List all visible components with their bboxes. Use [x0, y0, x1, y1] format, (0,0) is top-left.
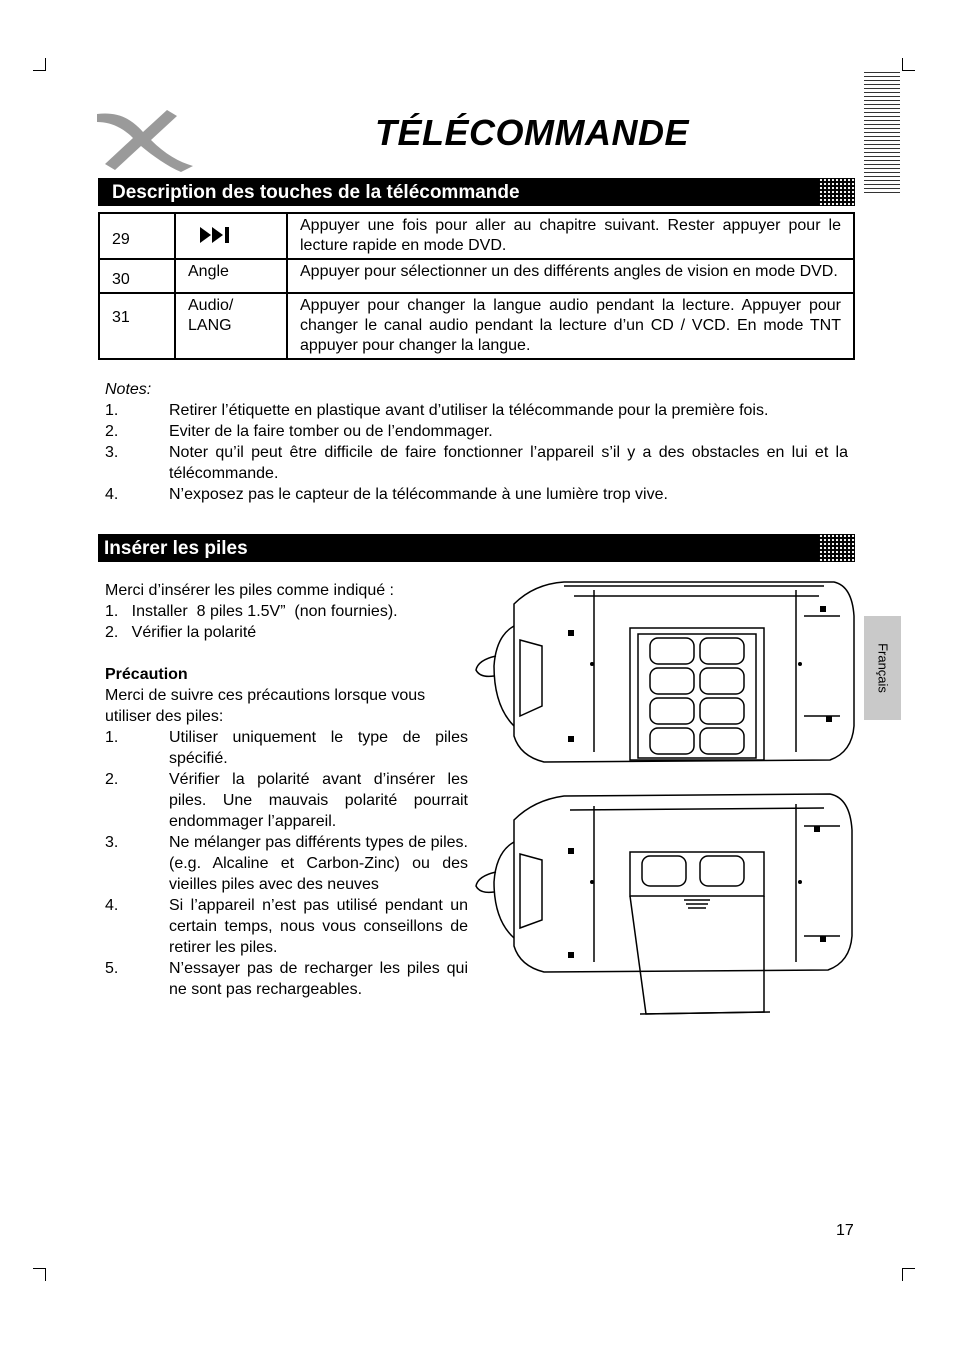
item-text: Vérifier la polarité avant d’insérer les piles. Une mauvais polarité pourrait endommager l’appareil.	[169, 771, 468, 830]
dot-pattern	[819, 534, 855, 562]
item-text: Noter qu’il peut être difficile de faire fonctionner l’appareil s’il y a des obstacles en lui et la télécommande.	[169, 444, 848, 482]
key-label	[175, 213, 287, 259]
item-number: 1.	[105, 729, 119, 746]
battery-cover-illustration	[474, 786, 858, 1022]
list-item	[105, 442, 848, 484]
section-heading-remote	[98, 178, 855, 206]
item-text: Retirer l’étiquette en plastique avant d’utiliser la télécommande pour la première fois.	[169, 402, 769, 419]
item-number: 3.	[105, 834, 119, 851]
item-number: 1.	[105, 402, 119, 419]
item-number: 3.	[105, 444, 119, 461]
key-description: Appuyer une fois pour aller au chapitre suivant. Rester appuyer pour le lecture rapide en mode DVD.	[287, 213, 854, 259]
decorative-lines	[864, 72, 900, 196]
dot-pattern	[819, 178, 855, 206]
x-logo	[95, 108, 195, 174]
item-text: Si l’appareil n’est pas utilisé pendant un certain temps, nous vous conseillons de retirer les piles.	[169, 897, 468, 956]
key-number: 29	[99, 213, 175, 259]
item-number: 2.	[105, 771, 119, 788]
table-row	[99, 213, 854, 259]
key-number: 30	[99, 259, 175, 293]
remote-keys-table	[98, 212, 855, 360]
section-heading-batteries	[98, 534, 855, 562]
table-row	[99, 259, 854, 293]
precaution-intro: Merci de suivre ces précautions lorsque vous utiliser des piles:	[105, 687, 426, 725]
language-tab-label: Français	[875, 643, 890, 693]
battery-instructions	[105, 580, 468, 1000]
item-text: Eviter de la faire tomber ou de l’endommager.	[169, 423, 493, 440]
key-label: Audio/ LANG	[175, 293, 287, 359]
crop-mark-top-left	[33, 58, 46, 71]
precaution-title: Précaution	[105, 666, 188, 683]
item-number: 4.	[105, 897, 119, 914]
item-text: N’essayer pas de recharger les piles qui ne sont pas rechargeables.	[169, 960, 468, 998]
item-number: 4.	[105, 486, 119, 503]
item-number: 2.	[105, 423, 119, 440]
crop-mark-top-right	[902, 58, 915, 71]
language-tab	[864, 616, 901, 720]
list-item	[105, 421, 848, 442]
battery-step: 2. Vérifier la polarité	[105, 624, 257, 641]
crop-mark-bottom-left	[33, 1268, 46, 1281]
list-item	[105, 727, 468, 769]
skip-next-icon	[198, 225, 232, 245]
page-title: TÉLÉCOMMANDE	[375, 112, 689, 153]
list-item	[105, 832, 468, 895]
key-description: Appuyer pour sélectionner un des différents angles de vision en mode DVD.	[287, 259, 854, 293]
page-number: 17	[836, 1222, 854, 1239]
battery-compartment-illustration	[474, 576, 858, 772]
list-item	[105, 484, 848, 505]
list-item	[105, 400, 848, 421]
list-item	[105, 895, 468, 958]
item-text: N’exposez pas le capteur de la télécommande à une lumière trop vive.	[169, 486, 668, 503]
key-description: Appuyer pour changer la langue audio pendant la lecture. Appuyer pour changer le canal audio pendant la lecture d’un CD / VCD. En mode TNT appuyer pour changer la langue.	[287, 293, 854, 359]
section-heading-remote-text: Description des touches de la télécommande	[112, 182, 520, 203]
section-heading-batteries-text: Insérer les piles	[104, 538, 248, 559]
key-label: Angle	[175, 259, 287, 293]
battery-step: 1. Installer 8 piles 1.5V” (non fournies).	[105, 603, 398, 620]
item-text: Ne mélanger pas différents types de piles. (e.g. Alcaline et Carbon-Zinc) ou des vieilles piles avec des neuves	[169, 834, 468, 893]
table-row	[99, 293, 854, 359]
list-item	[105, 958, 468, 1000]
notes	[105, 379, 848, 505]
key-number: 31	[99, 293, 175, 359]
battery-intro: Merci d’insérer les piles comme indiqué :	[105, 582, 394, 599]
list-item	[105, 769, 468, 832]
item-text: Utiliser uniquement le type de piles spécifié.	[169, 729, 468, 767]
crop-mark-bottom-right	[902, 1268, 915, 1281]
notes-label: Notes:	[105, 381, 152, 398]
item-number: 5.	[105, 960, 119, 977]
